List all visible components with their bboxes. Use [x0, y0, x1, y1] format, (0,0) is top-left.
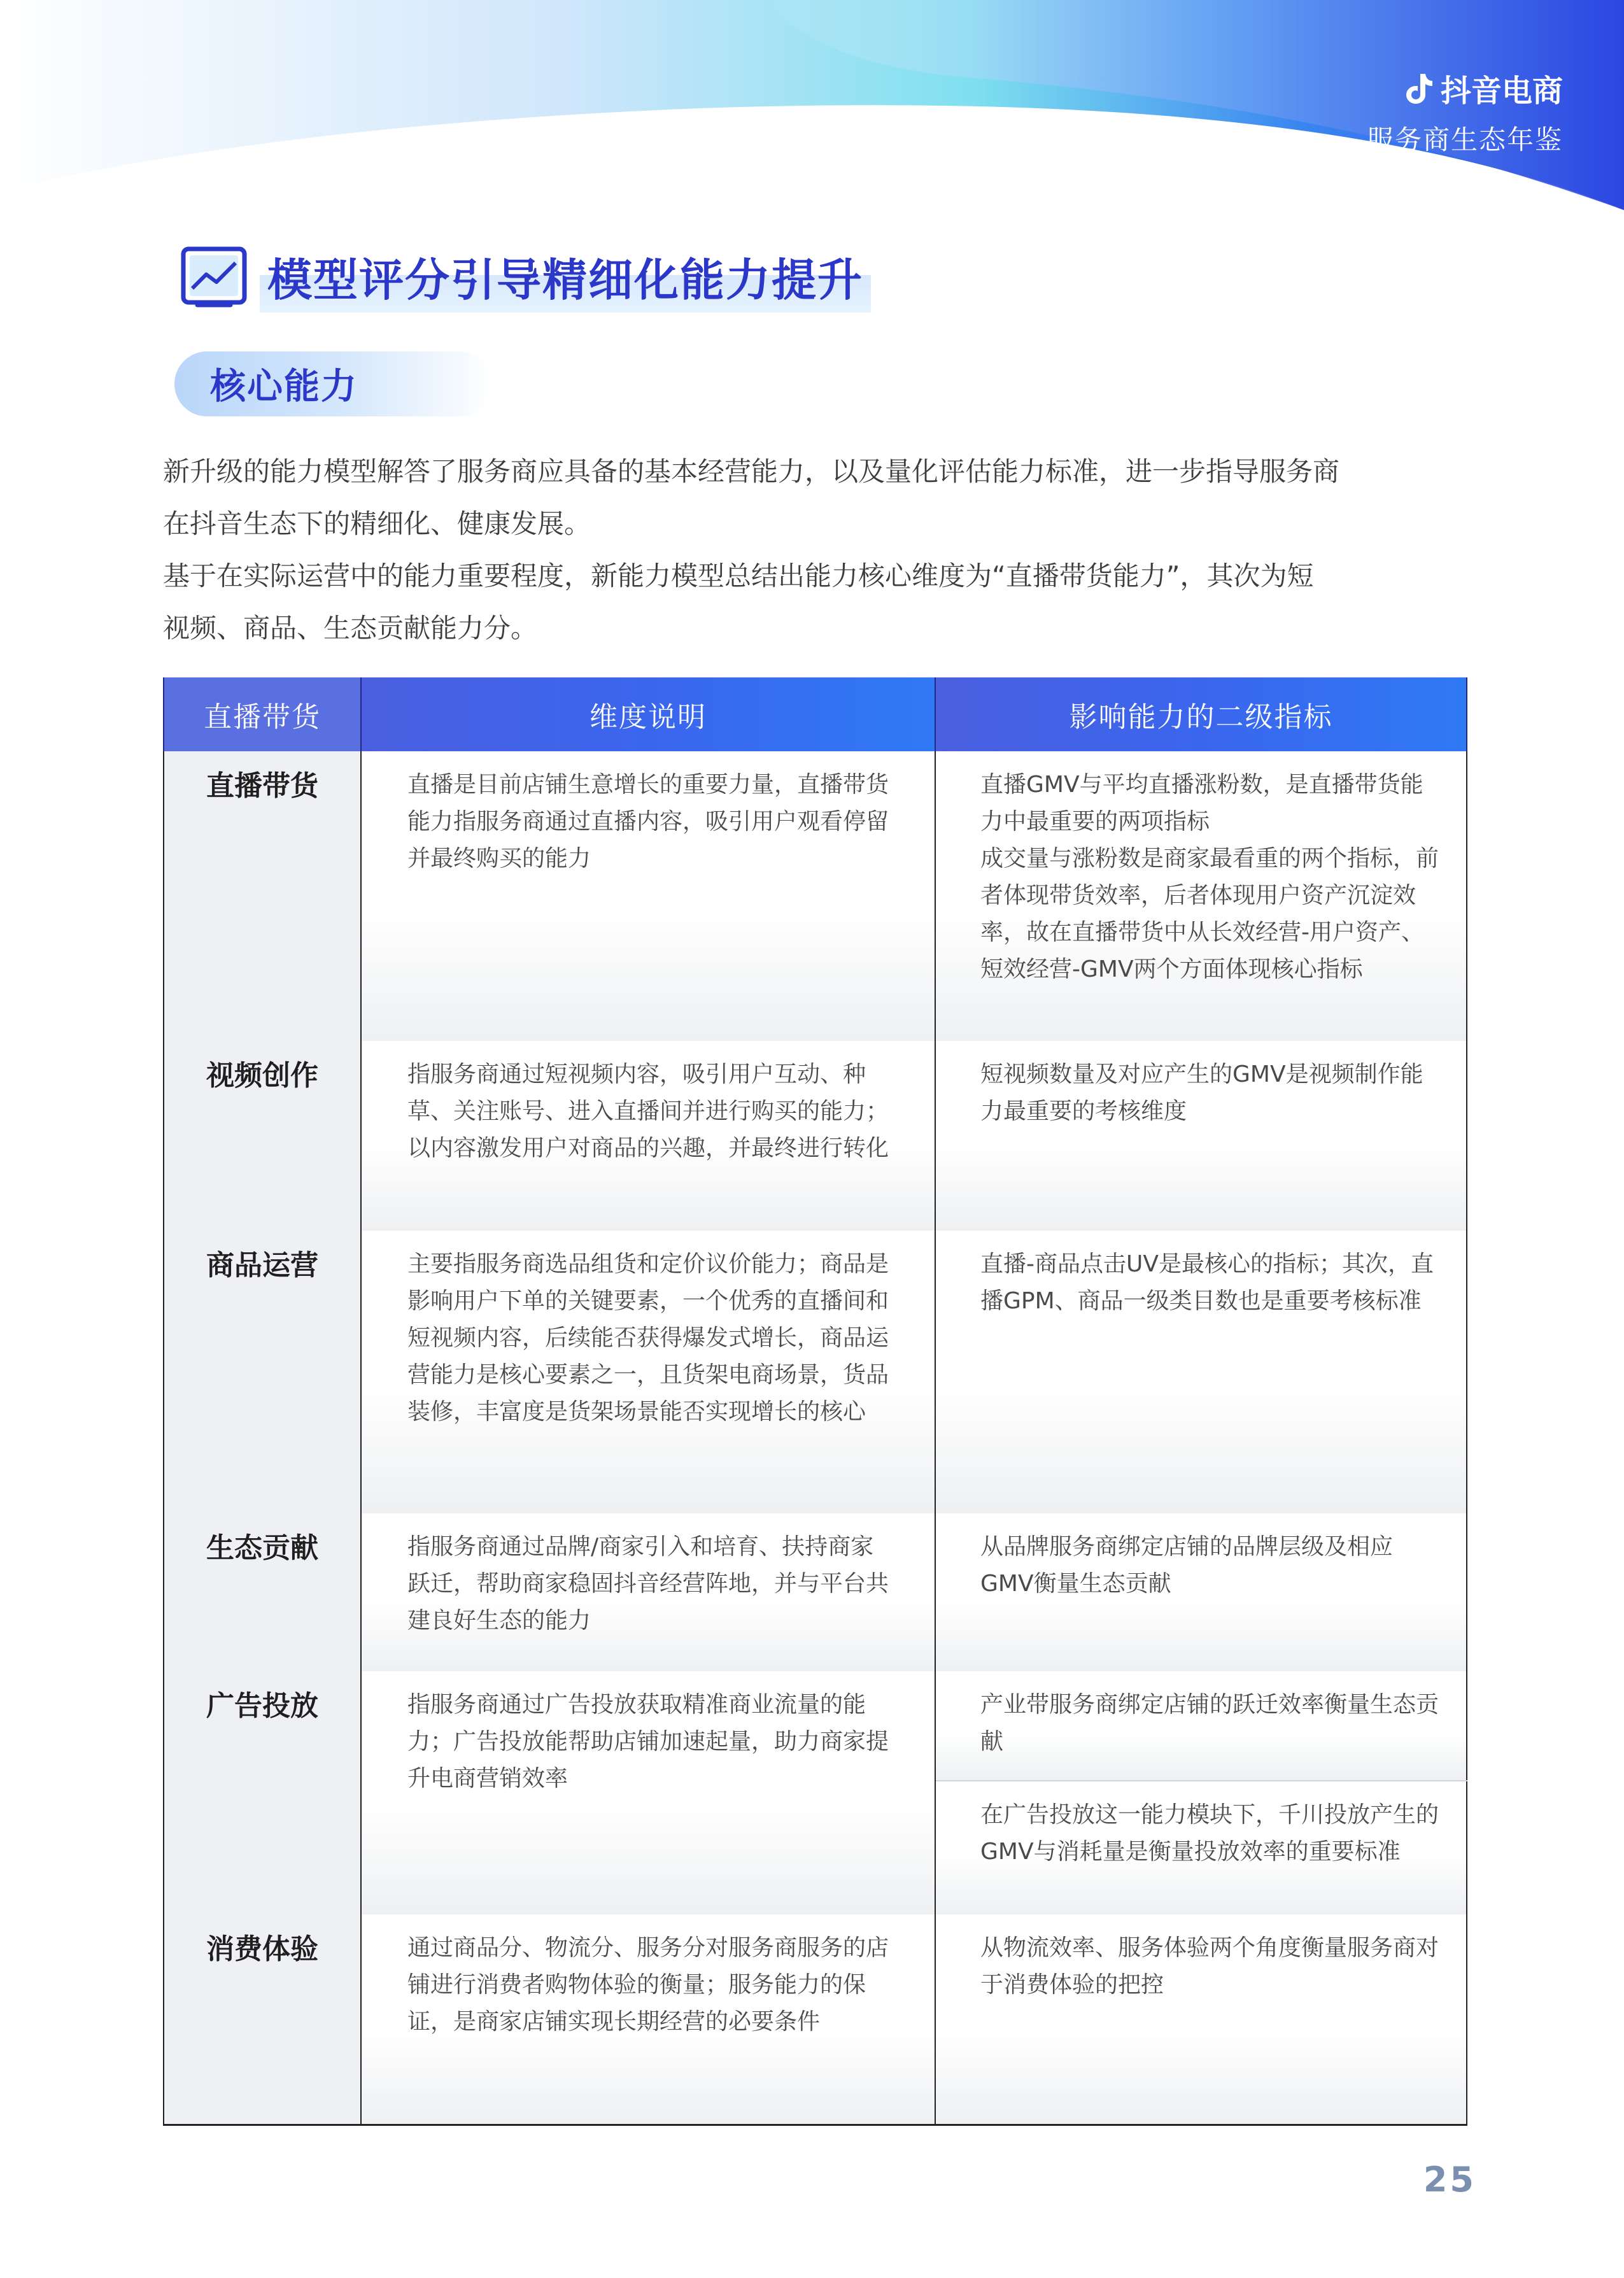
header-cell-description: 维度说明 [361, 677, 935, 751]
table-header-row [164, 677, 1467, 751]
ability-metric: 短视频数量及对应产生的GMV是视频制作能力最重要的考核维度 [935, 1041, 1467, 1231]
ability-name: 直播带货 [164, 751, 361, 1041]
brand-block [1367, 66, 1563, 157]
ability-description: 指服务商通过广告投放获取精准商业流量的能力；广告投放能帮助店铺加速起量，助力商家提升电商营销效率 [361, 1671, 935, 1914]
ability-description: 指服务商通过品牌/商家引入和培育、扶持商家跃迁，帮助商家稳固抖音经营阵地，并与平台共建良好生态的能力 [361, 1513, 935, 1671]
ability-description: 指服务商通过短视频内容，吸引用户互动、种草、关注账号、进入直播间并进行购买的能力；以内容激发用户对商品的兴趣，并最终进行转化 [361, 1041, 935, 1231]
ability-metric: 从品牌服务商绑定店铺的品牌层级及相应GMV衡量生态贡献 [935, 1513, 1467, 1671]
brand-subtitle: 服务商生态年鉴 [1366, 124, 1563, 155]
brand-logo [1367, 66, 1563, 110]
table-row [164, 1671, 1467, 1781]
ability-name: 消费体验 [164, 1914, 361, 2125]
ability-name: 广告投放 [164, 1671, 361, 1914]
table-row [164, 1041, 1467, 1231]
ability-description: 直播是目前店铺生意增长的重要力量，直播带货能力指服务商通过直播内容，吸引用户观看停留并最终购买的能力 [361, 751, 935, 1041]
page-number: 25 [1423, 2160, 1476, 2200]
subsection-pill [174, 351, 493, 416]
section-heading [178, 241, 871, 313]
ability-metric-secondary: 在广告投放这一能力模块下，千川投放产生的GMV与消耗量是衡量投放效率的重要标准 [935, 1781, 1467, 1914]
table-row [164, 1914, 1467, 2125]
intro-line-3: 基于在实际运营中的能力重要程度，新能力模型总结出能力核心维度为“直播带货能力”，其次为短 [163, 560, 1314, 591]
header-cell-ability: 直播带货 [164, 677, 361, 751]
brand-name: 抖音电商 [1440, 73, 1563, 109]
ability-description: 主要指服务商选品组货和定价议价能力；商品是影响用户下单的关键要素，一个优秀的直播间和短视频内容，后续能否获得爆发式增长，商品运营能力是核心要素之一，且货架电商场景，货品装修，丰富度是货架场景能否实现增长的核心 [361, 1231, 935, 1513]
tiktok-note-icon [1405, 73, 1433, 104]
ability-name: 商品运营 [164, 1231, 361, 1513]
intro-text [163, 446, 1462, 654]
ability-metric: 从物流效率、服务体验两个角度衡量服务商对于消费体验的把控 [935, 1914, 1467, 2125]
page-title: 模型评分引导精细化能力提升 [260, 241, 871, 313]
ability-name: 视频创作 [164, 1041, 361, 1231]
chart-frame-icon [178, 241, 250, 313]
header-cell-metrics: 影响能力的二级指标 [935, 677, 1467, 751]
intro-line-4: 视频、商品、生态贡献能力分。 [163, 612, 538, 644]
ability-metric: 直播GMV与平均直播涨粉数，是直播带货能力中最重要的两项指标 成交量与涨粉数是商家最看重的两个指标，前者体现带货效率，后者体现用户资产沉淀效率，故在直播带货中从长效经营-用户资产、短效经营-GMV两个方面体现核心指标 [935, 751, 1467, 1041]
intro-line-2: 在抖音生态下的精细化、健康发展。 [163, 508, 591, 539]
ability-metric: 直播-商品点击UV是最核心的指标；其次，直播GPM、商品一级类目数也是重要考核标准 [935, 1231, 1467, 1513]
table-row [164, 751, 1467, 1041]
table-row [164, 1513, 1467, 1671]
table-row [164, 1231, 1467, 1513]
subsection-title: 核心能力 [210, 366, 358, 407]
intro-line-1: 新升级的能力模型解答了服务商应具备的基本经营能力，以及量化评估能力标准，进一步指导服务商 [163, 456, 1340, 487]
ability-metric: 产业带服务商绑定店铺的跃迁效率衡量生态贡献 [935, 1671, 1467, 1781]
ability-description: 通过商品分、物流分、服务分对服务商服务的店铺进行消费者购物体验的衡量；服务能力的保证，是商家店铺实现长期经营的必要条件 [361, 1914, 935, 2125]
ability-name: 生态贡献 [164, 1513, 361, 1671]
ability-table [163, 677, 1467, 2126]
